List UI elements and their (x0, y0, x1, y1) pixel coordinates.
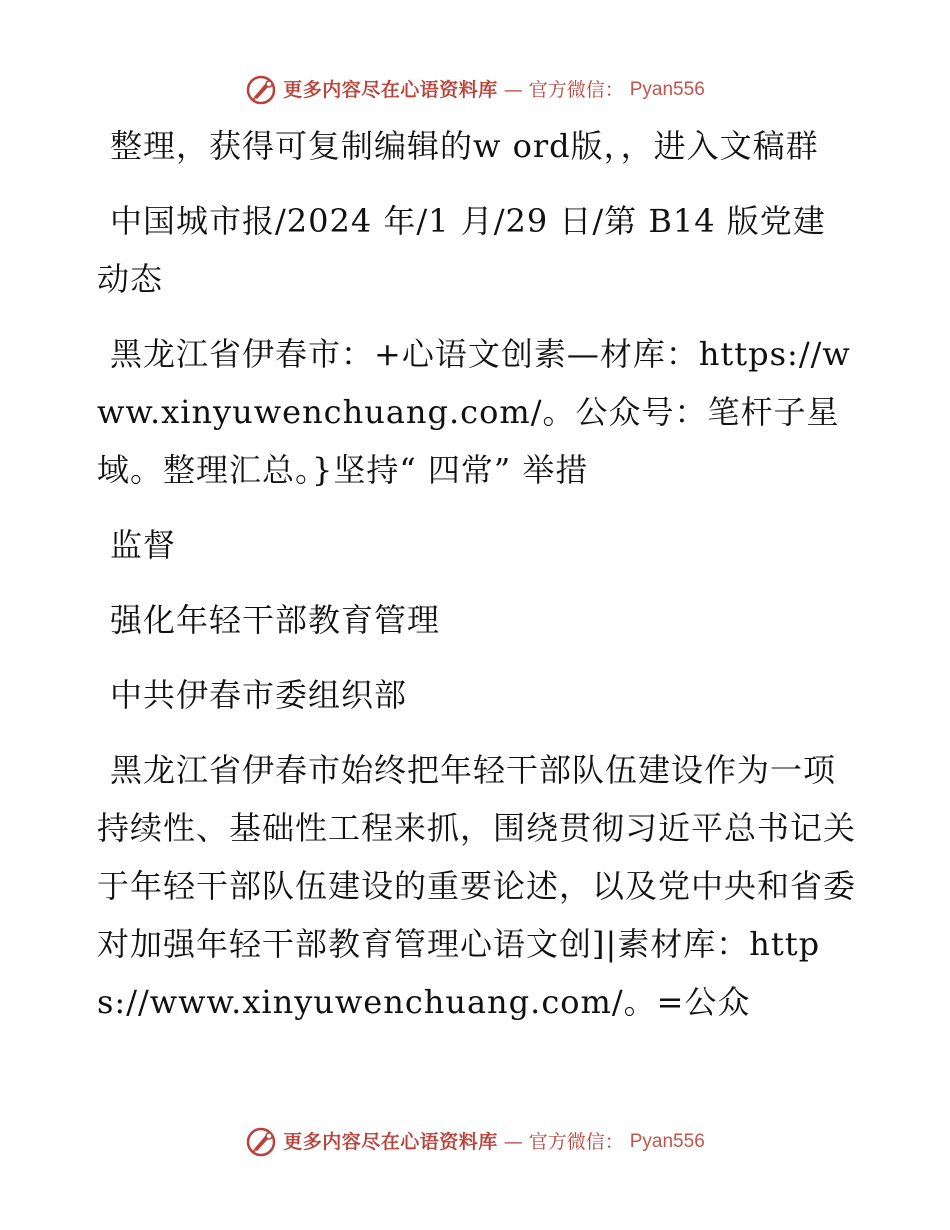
header-promo-text: 更多内容尽在心语资料库 (283, 79, 498, 101)
header-banner (0, 74, 950, 106)
article-title: 强化年轻干部教育管理 (110, 601, 441, 639)
header-wechat-label: 官方微信： (528, 79, 624, 101)
source-line: 中国城市报/2024 年/1 月/29 日/第 B14 版党建动态 (97, 202, 826, 298)
header-separator: — (503, 79, 523, 101)
footer-banner (0, 1126, 950, 1158)
intro-paragraph: 整理，获得可复制编辑的w ord版，，进入文稿群 (110, 127, 819, 165)
footer-separator: — (503, 1131, 523, 1153)
footer-wechat-label: 官方微信： (528, 1131, 624, 1153)
lead-paragraph: 黑龙江省伊春市：+心语文创素—材库：https://www.xinyuwenchuang.com/。公众号：笔杆子星域。整理汇总。}坚持“ 四常” 举措 (97, 335, 851, 489)
pen-logo-icon (245, 1126, 277, 1158)
document-body (97, 117, 857, 1031)
pen-logo-icon (245, 74, 277, 106)
main-paragraph: 黑龙江省伊春市始终把年轻干部队伍建设作为一项持续性、基础性工程来抓，围绕贯彻习近平总书记关于年轻干部队伍建设的重要论述，以及党中央和省委对加强年轻干部教育管理心语文创]|素材库：https://www.xinyuwenchuang.com/。=公众 (97, 751, 857, 1021)
subtitle-supervision: 监督 (110, 526, 177, 564)
footer-wechat-id: Pyan556 (629, 1131, 705, 1152)
footer-promo-text: 更多内容尽在心语资料库 (283, 1131, 498, 1153)
header-wechat-id: Pyan556 (629, 79, 705, 100)
article-author: 中共伊春市委组织部 (110, 676, 408, 714)
